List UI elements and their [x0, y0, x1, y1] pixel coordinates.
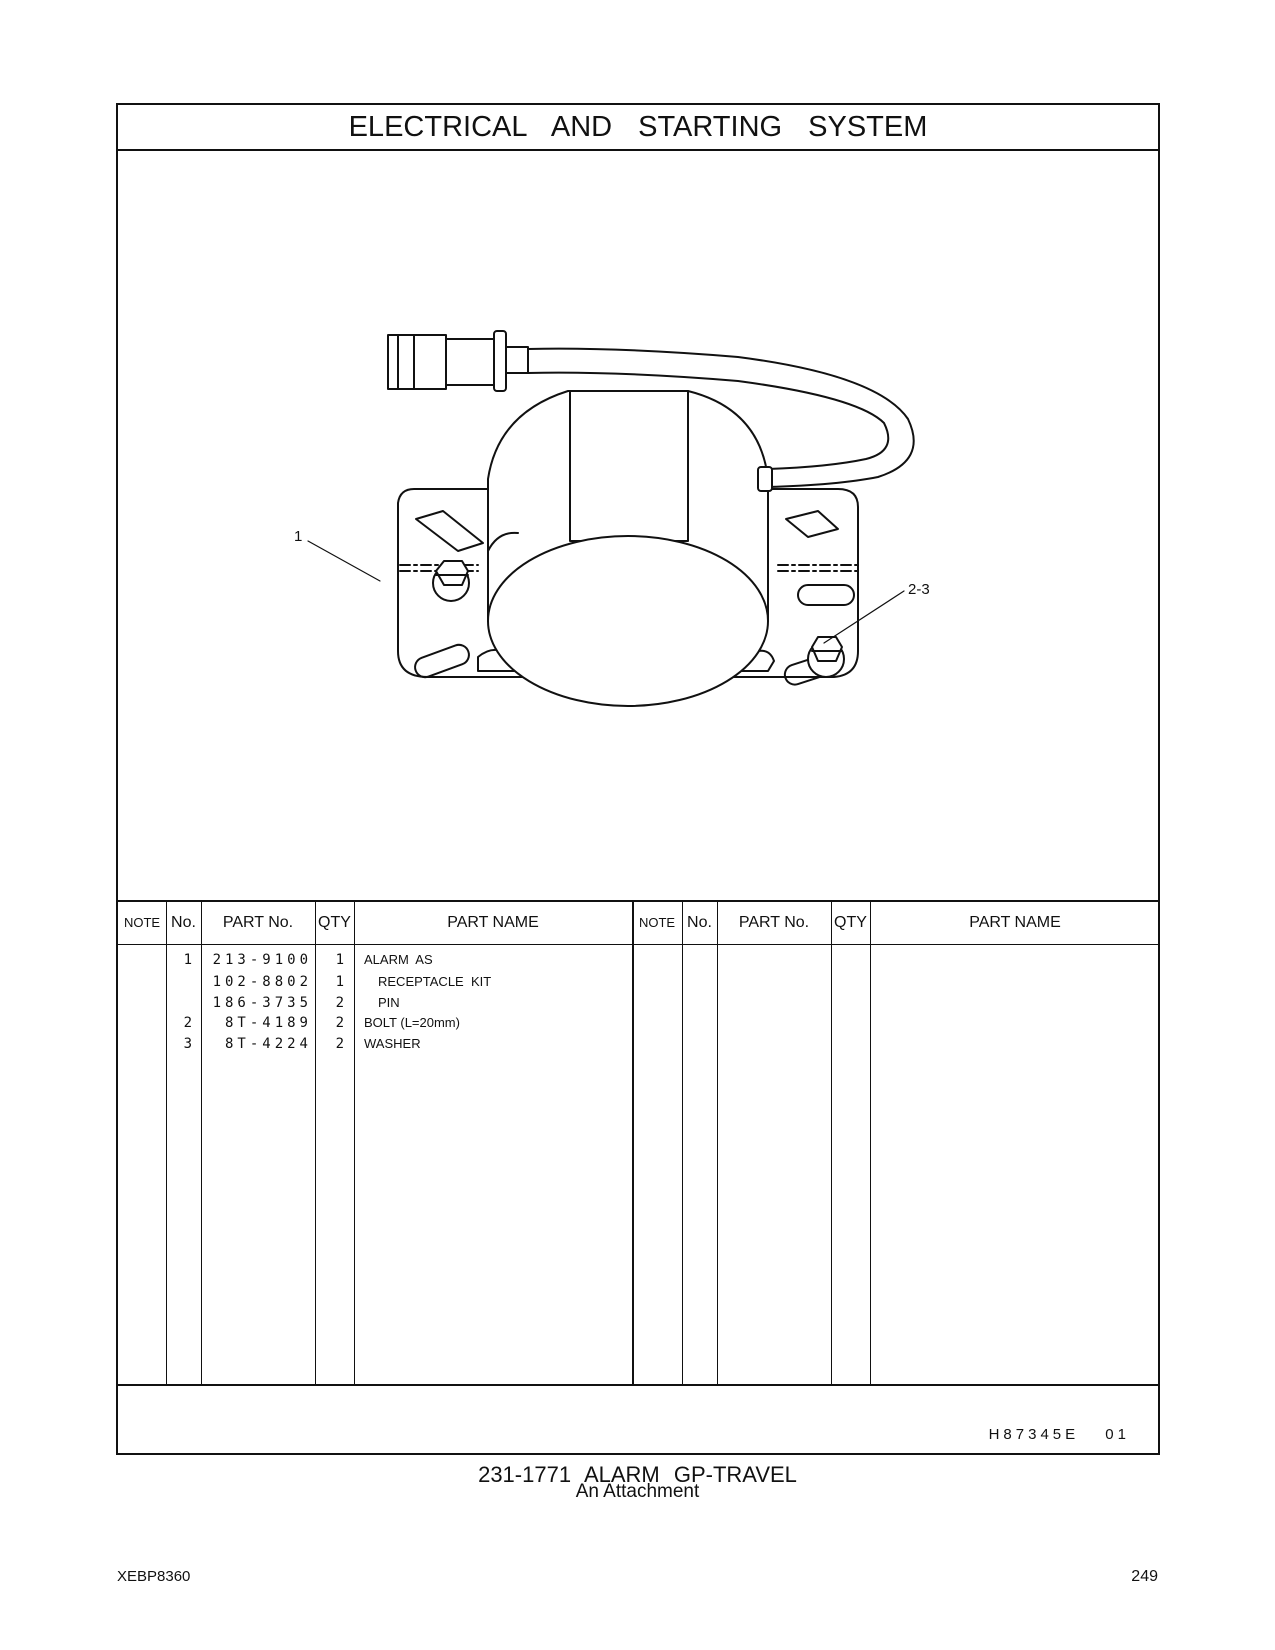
page-number: 249	[1131, 1568, 1158, 1585]
table-row	[118, 1033, 632, 1055]
header-part-name: PART NAME	[969, 914, 1061, 931]
row-qty: 1	[335, 952, 344, 968]
connector	[388, 331, 528, 391]
bolt-left	[433, 561, 469, 601]
column-divider	[682, 902, 683, 1384]
row-part-no: 213-9100	[212, 952, 312, 968]
row-part-no: 186-3735	[212, 995, 312, 1011]
header-note: NOTE	[638, 915, 676, 930]
table-row	[118, 949, 632, 971]
parts-table	[118, 900, 1158, 1386]
row-qty: 2	[335, 995, 344, 1011]
header-part-name: PART NAME	[447, 914, 539, 931]
table-row	[118, 992, 632, 1014]
row-no: 1	[183, 952, 192, 968]
table-row	[118, 971, 632, 993]
header-no: No.	[171, 914, 196, 931]
row-part-name: RECEPTACLE KIT	[378, 974, 492, 989]
parts-page-frame	[116, 103, 1160, 1455]
column-divider	[870, 902, 871, 1384]
table-row	[118, 1012, 632, 1034]
row-part-name: WASHER	[364, 1036, 421, 1051]
caption-title: 231-1771 ALARM GP-TRAVEL	[478, 1462, 797, 1487]
caption-subtitle: An Attachment	[575, 1481, 700, 1502]
row-part-name: PIN	[378, 995, 400, 1010]
leader-line-1	[308, 541, 380, 581]
row-part-name: BOLT (L=20mm)	[364, 1015, 460, 1030]
header-qty: QTY	[318, 914, 351, 931]
row-qty: 1	[335, 974, 344, 990]
callout-2-3: 2-3	[908, 581, 930, 598]
header-part-no: PART No.	[222, 914, 294, 931]
document-number: XEBP8360	[117, 1568, 191, 1585]
header-no: No.	[687, 914, 712, 931]
section-title: ELECTRICAL AND STARTING SYSTEM	[118, 105, 1158, 151]
header-qty: QTY	[834, 914, 867, 931]
reference-code: H87345E 01	[988, 1426, 1130, 1443]
row-qty: 2	[335, 1015, 344, 1031]
header-part-no: PART No.	[738, 914, 810, 931]
row-no: 2	[183, 1015, 192, 1031]
row-qty: 2	[335, 1036, 344, 1052]
bolt-right	[808, 637, 844, 677]
row-part-name: ALARM AS	[364, 952, 433, 967]
row-part-no: 102-8802	[212, 974, 312, 990]
alarm-drawing-svg	[118, 151, 1158, 900]
callout-1: 1	[294, 528, 303, 545]
cable-grommet	[758, 467, 772, 491]
header-note: NOTE	[123, 915, 161, 930]
alarm-body-top-band	[570, 391, 688, 541]
row-part-no: 8T-4189	[224, 1015, 312, 1031]
column-divider	[831, 902, 832, 1384]
alarm-illustration	[118, 151, 1158, 900]
row-part-no: 8T-4224	[224, 1036, 312, 1052]
alarm-front-face	[488, 536, 768, 706]
column-divider	[717, 902, 718, 1384]
row-no: 3	[183, 1036, 192, 1052]
half-divider	[632, 902, 634, 1384]
header-divider	[118, 944, 1158, 945]
